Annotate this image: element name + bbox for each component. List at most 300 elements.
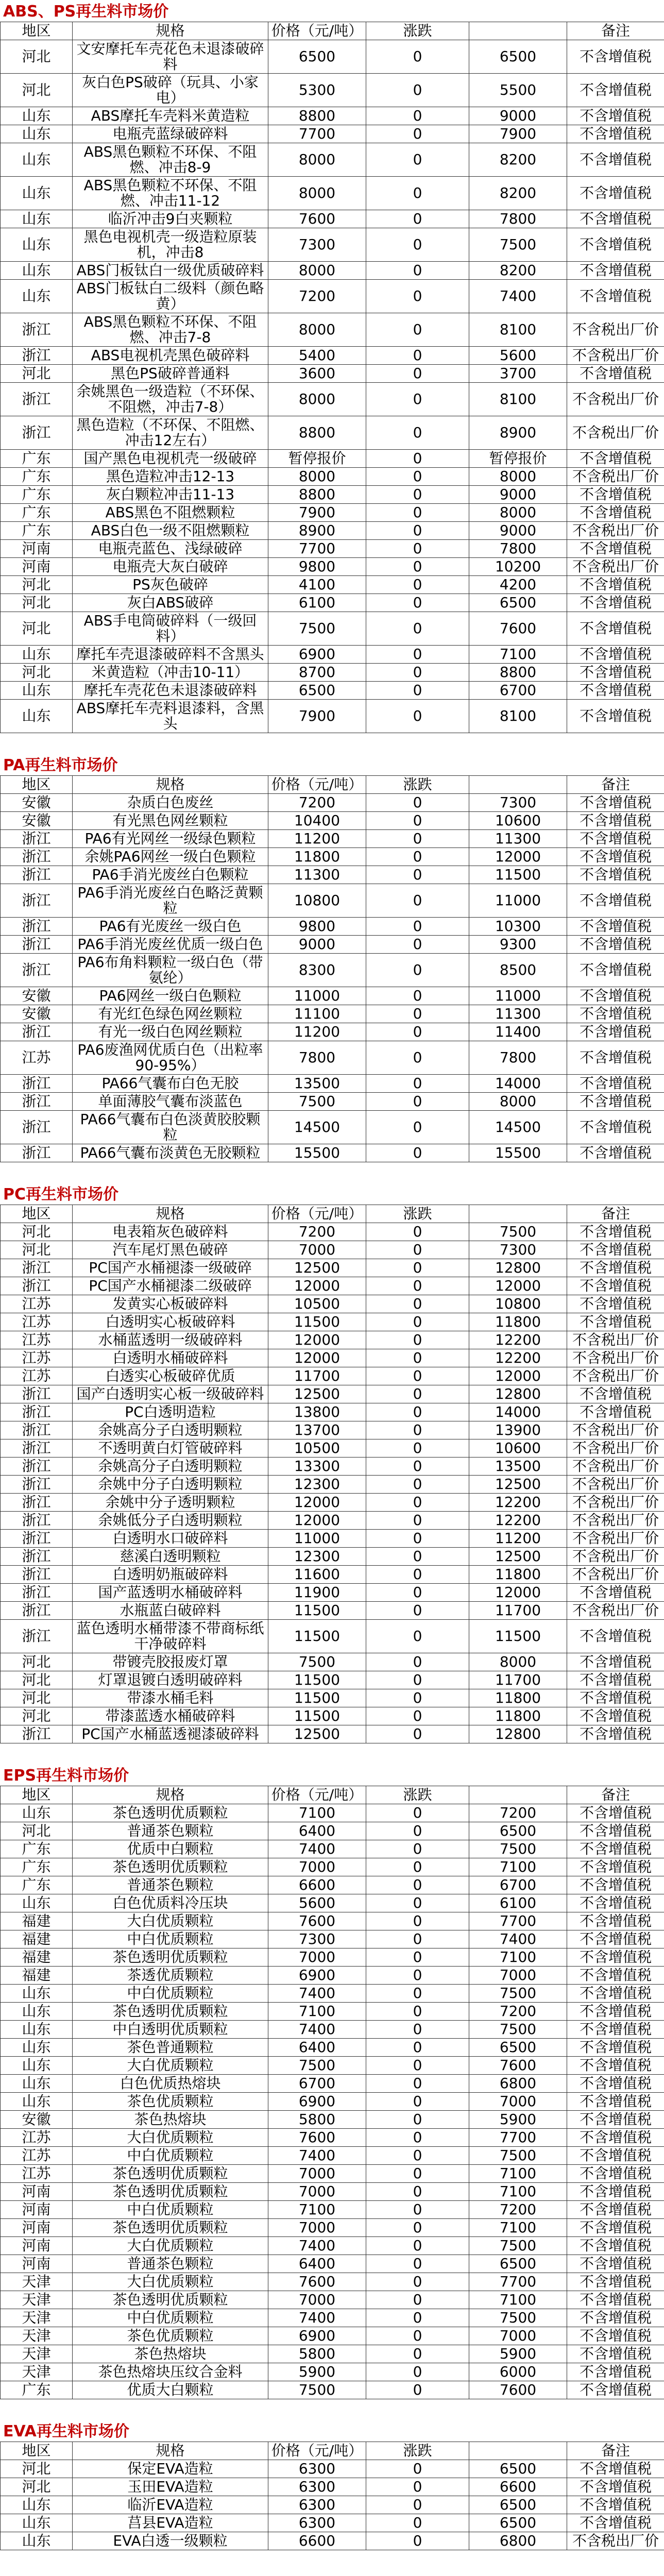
table-cell: 浙江 (1, 918, 73, 936)
column-header: 备注 (567, 1786, 664, 1804)
table-row (1, 1476, 664, 1494)
table-cell: 0 (366, 1548, 469, 1566)
table-cell: ABS黑色颗粒不环保、不阻燃、冲击8-9 (73, 143, 268, 177)
table-cell: 山东 (1, 1804, 73, 1822)
table-cell: 7900 (268, 504, 366, 522)
table-cell: 0 (366, 365, 469, 383)
table-cell: 11500 (268, 1620, 366, 1653)
column-header: 涨跌 (366, 776, 469, 794)
table-cell: 7200 (268, 280, 366, 313)
table-cell: 山东 (1, 2039, 73, 2057)
table-cell: 12200 (469, 1494, 567, 1512)
table-cell: 0 (366, 2039, 469, 2057)
table-row (1, 522, 664, 540)
table-cell: 11000 (268, 1530, 366, 1548)
table-cell: 不含增值税 (567, 1725, 664, 1743)
table-cell: 普通茶色颗粒 (73, 1876, 268, 1894)
table-cell: 茶色透明优质颗粒 (73, 2291, 268, 2309)
table-cell: 8900 (469, 416, 567, 450)
table-cell: 0 (366, 646, 469, 664)
column-header: 价格（元/吨） (268, 1786, 366, 1804)
table-cell: 7200 (268, 794, 366, 812)
table-cell: 大白优质颗粒 (73, 2057, 268, 2075)
table-cell: 0 (366, 1075, 469, 1093)
table-cell: 12800 (469, 1259, 567, 1277)
table-cell: 不含税出厂价 (567, 1494, 664, 1512)
table-cell: 7600 (469, 2057, 567, 2075)
table-cell: 不含增值税 (567, 262, 664, 280)
table-cell: 8000 (268, 383, 366, 416)
table-cell: 不含增值税 (567, 143, 664, 177)
table-cell: 0 (366, 2327, 469, 2345)
table-cell: 15500 (469, 1144, 567, 1162)
table-cell: 浙江 (1, 1494, 73, 1512)
column-header (469, 776, 567, 794)
table-cell: 余姚高分子白透明颗粒 (73, 1458, 268, 1476)
table-row (1, 1876, 664, 1894)
table-cell: 浙江 (1, 1075, 73, 1093)
table-cell: 山东 (1, 1985, 73, 2003)
table-row (1, 1894, 664, 1912)
table-cell: 不含增值税 (567, 612, 664, 646)
column-header: 价格（元/吨） (268, 22, 366, 40)
table-cell: 不含增值税 (567, 954, 664, 987)
table-cell: 浙江 (1, 936, 73, 954)
table-cell: 0 (366, 2201, 469, 2219)
table-row (1, 280, 664, 313)
table-cell: 5900 (268, 2363, 366, 2381)
table-cell: 0 (366, 1707, 469, 1725)
table-cell: 不含增值税 (567, 1277, 664, 1295)
table-cell: 山东 (1, 700, 73, 733)
table-cell: 8100 (469, 313, 567, 347)
table-cell: 6700 (469, 1876, 567, 1894)
table-cell: 天津 (1, 2291, 73, 2309)
table-cell: 7100 (469, 1948, 567, 1967)
table-cell: 浙江 (1, 1548, 73, 1566)
table-row (1, 1530, 664, 1548)
table-cell: 有光黑色网丝颗粒 (73, 812, 268, 830)
table-cell: 余姚低分子白透明颗粒 (73, 1512, 268, 1530)
table-row (1, 848, 664, 866)
table-cell: 7300 (268, 228, 366, 262)
table-cell: 不含增值税 (567, 1967, 664, 1985)
table-row (1, 2057, 664, 2075)
table-row (1, 1912, 664, 1930)
table-cell: 不含税出厂价 (567, 468, 664, 486)
table-cell: 山东 (1, 107, 73, 125)
table-cell: 0 (366, 1313, 469, 1331)
table-row (1, 812, 664, 830)
table-cell: 6100 (469, 1894, 567, 1912)
table-cell: 12000 (469, 1367, 567, 1385)
table-cell: 中白优质颗粒 (73, 2201, 268, 2219)
table-cell: 11000 (469, 987, 567, 1005)
table-cell: 6300 (268, 2514, 366, 2532)
table-cell: 文安摩托车壳花色未退漆破碎料 (73, 40, 268, 74)
table-cell: 0 (366, 486, 469, 504)
table-cell: 汽车尾灯黑色破碎 (73, 1241, 268, 1259)
table-cell: 浙江 (1, 1439, 73, 1458)
table-cell: 0 (366, 2165, 469, 2183)
table-row (1, 1093, 664, 1111)
table-cell: 8200 (469, 143, 567, 177)
table-cell: ABS电视机壳黑色破碎料 (73, 347, 268, 365)
table-cell: 浙江 (1, 1620, 73, 1653)
table-cell: 不含增值税 (567, 74, 664, 107)
table-cell: 有光红色绿色网丝颗粒 (73, 1005, 268, 1023)
table-cell: 0 (366, 1804, 469, 1822)
table-row (1, 1259, 664, 1277)
table-row (1, 1689, 664, 1707)
table-cell: PA6有光网丝一级绿色颗粒 (73, 830, 268, 848)
table-row (1, 143, 664, 177)
section-gap (0, 1162, 664, 1183)
table-row (1, 1005, 664, 1023)
table-cell: 带漆蓝透水桶破碎料 (73, 1707, 268, 1725)
table-cell: 6300 (268, 2460, 366, 2478)
table-cell: 浙江 (1, 1023, 73, 1041)
section-title: PA再生料市场价 (3, 756, 118, 774)
table-cell: 12200 (469, 1512, 567, 1530)
table-cell: 0 (366, 1241, 469, 1259)
table-cell: 6500 (469, 40, 567, 74)
table-cell: 0 (366, 177, 469, 210)
table-row (1, 2111, 664, 2129)
table-cell: 11500 (469, 1620, 567, 1653)
table-cell: 8000 (469, 504, 567, 522)
table-header-row (1, 776, 664, 794)
table-cell: 米黄造粒（冲击10-11） (73, 664, 268, 682)
column-header: 备注 (567, 2442, 664, 2460)
table-row (1, 2237, 664, 2255)
table-cell: 5400 (268, 347, 366, 365)
table-cell: 7000 (268, 2219, 366, 2237)
table-cell: 浙江 (1, 1111, 73, 1144)
table-row (1, 954, 664, 987)
table-cell: 0 (366, 2255, 469, 2273)
table-cell: 河北 (1, 576, 73, 594)
table-cell: 7100 (469, 2219, 567, 2237)
table-cell: 0 (366, 2532, 469, 2550)
table-cell: 不含增值税 (567, 1653, 664, 1671)
table-cell: 安徽 (1, 1005, 73, 1023)
table-cell: 不含增值税 (567, 1671, 664, 1689)
table-cell: ABS黑色不阻燃颗粒 (73, 504, 268, 522)
table-cell: 11800 (469, 1689, 567, 1707)
table-cell: 黑色造粒（不环保、不阻燃、冲击12左右） (73, 416, 268, 450)
table-cell: 9000 (268, 936, 366, 954)
table-row (1, 1403, 664, 1421)
table-cell: 不含增值税 (567, 2514, 664, 2532)
table-row (1, 2165, 664, 2183)
table-cell: 6400 (268, 2039, 366, 2057)
column-header (469, 22, 567, 40)
table-cell: PA66气囊布淡黄色无胶颗粒 (73, 1144, 268, 1162)
table-cell: 11800 (469, 1566, 567, 1584)
table-cell: 江苏 (1, 1313, 73, 1331)
table-row (1, 1313, 664, 1331)
table-cell: 0 (366, 2075, 469, 2093)
table-row (1, 1439, 664, 1458)
table-cell: 11500 (268, 1689, 366, 1707)
table-cell: 12300 (268, 1476, 366, 1494)
table-cell: 中白优质颗粒 (73, 1930, 268, 1948)
table-row (1, 646, 664, 664)
table-cell: 黑色电视机壳一级造粒原装机，冲击8 (73, 228, 268, 262)
table-row (1, 2021, 664, 2039)
table-cell: 广东 (1, 1858, 73, 1876)
table-cell: 广东 (1, 504, 73, 522)
table-cell: 0 (366, 1530, 469, 1548)
table-cell: 0 (366, 1894, 469, 1912)
table-cell: 不含增值税 (567, 1985, 664, 2003)
table-cell: 0 (366, 1277, 469, 1295)
table-header-row (1, 1205, 664, 1223)
table-cell: 8000 (469, 1093, 567, 1111)
table-cell: 12000 (268, 1512, 366, 1530)
table-cell: 0 (366, 313, 469, 347)
table-row (1, 1566, 664, 1584)
table-cell: 11900 (268, 1584, 366, 1602)
table-cell: 0 (366, 228, 469, 262)
table-row (1, 1804, 664, 1822)
table-cell: 7000 (469, 1967, 567, 1985)
table-cell: 不含增值税 (567, 210, 664, 228)
table-cell: 不含增值税 (567, 540, 664, 558)
table-row (1, 486, 664, 504)
table-cell: 暂停报价 (268, 450, 366, 468)
table-row (1, 700, 664, 733)
table-cell: 优质大白颗粒 (73, 2381, 268, 2399)
table-cell: 0 (366, 383, 469, 416)
table-cell: 茶色热熔块 (73, 2345, 268, 2363)
table-row (1, 1385, 664, 1403)
table-cell: 普通茶色颗粒 (73, 2255, 268, 2273)
table-cell: 电瓶壳大灰白破碎 (73, 558, 268, 576)
table-cell: 12000 (268, 1494, 366, 1512)
table-cell: ABS黑色颗粒不环保、不阻燃、冲击11-12 (73, 177, 268, 210)
table-row (1, 2532, 664, 2550)
table-cell: 电瓶壳蓝色、浅绿破碎 (73, 540, 268, 558)
table-cell: 7500 (469, 2237, 567, 2255)
table-row (1, 2514, 664, 2532)
table-row (1, 1967, 664, 1985)
table-cell: 不含税出厂价 (567, 1421, 664, 1439)
table-cell: 不透明黄白灯管破碎料 (73, 1439, 268, 1458)
table-cell: 13700 (268, 1421, 366, 1439)
table-cell: 0 (366, 2496, 469, 2514)
table-cell: 灰白颗粒冲击11-13 (73, 486, 268, 504)
table-cell: 不含增值税 (567, 1259, 664, 1277)
table-cell: 11700 (268, 1367, 366, 1385)
table-cell: 0 (366, 1494, 469, 1512)
table-cell: 8200 (469, 177, 567, 210)
table-cell: 7700 (469, 1912, 567, 1930)
table-cell: 11500 (268, 1707, 366, 1725)
table-cell: 6500 (469, 2514, 567, 2532)
table-cell: 杂质白色废丝 (73, 794, 268, 812)
table-cell: 河北 (1, 1653, 73, 1671)
table-cell: 不含增值税 (567, 866, 664, 884)
table-row (1, 313, 664, 347)
table-cell: 12000 (469, 848, 567, 866)
table-row (1, 2363, 664, 2381)
table-cell: 天津 (1, 2309, 73, 2327)
table-cell: 7500 (268, 2057, 366, 2075)
table-cell: 11800 (469, 1707, 567, 1725)
table-cell: 13500 (268, 1075, 366, 1093)
table-cell: PA6手消光废丝优质一级白色 (73, 936, 268, 954)
table-cell: PA6废渔网优质白色（出粒率90-95%） (73, 1041, 268, 1075)
table-cell: 河北 (1, 2460, 73, 2478)
table-cell: 7500 (268, 1093, 366, 1111)
table-cell: 12000 (469, 1584, 567, 1602)
table-row (1, 2345, 664, 2363)
table-cell: 5500 (469, 74, 567, 107)
table-cell: 不含增值税 (567, 1111, 664, 1144)
table-row (1, 1367, 664, 1385)
table-cell: 莒县EVA造粒 (73, 2514, 268, 2532)
table-cell: 0 (366, 2129, 469, 2147)
table-cell: 优质中白颗粒 (73, 1840, 268, 1858)
table-cell: 0 (366, 1822, 469, 1840)
table-row (1, 2496, 664, 2514)
table-cell: 白透明水桶破碎料 (73, 1349, 268, 1367)
table-cell: 不含税出厂价 (567, 347, 664, 365)
table-cell: 7200 (268, 1223, 366, 1241)
table-cell: 0 (366, 1671, 469, 1689)
table-cell: 11200 (469, 1530, 567, 1548)
table-cell: 11000 (469, 884, 567, 918)
table-cell: 13300 (268, 1458, 366, 1476)
table-row (1, 383, 664, 416)
table-cell: PC国产水桶蓝透褪漆破碎料 (73, 1725, 268, 1743)
table-cell: 7300 (469, 1241, 567, 1259)
table-cell: 天津 (1, 2363, 73, 2381)
table-row (1, 125, 664, 143)
table-cell: 6500 (469, 2255, 567, 2273)
table-cell: 8000 (268, 143, 366, 177)
table-row (1, 1671, 664, 1689)
table-cell: 不含增值税 (567, 884, 664, 918)
table-cell: 安徽 (1, 794, 73, 812)
column-header: 规格 (73, 776, 268, 794)
table-cell: 0 (366, 954, 469, 987)
table-cell: 7800 (268, 1041, 366, 1075)
table-cell: 13500 (469, 1458, 567, 1476)
column-header: 备注 (567, 776, 664, 794)
table-row (1, 2327, 664, 2345)
table-cell: 浙江 (1, 347, 73, 365)
table-cell: 天津 (1, 2327, 73, 2345)
table-cell: 浙江 (1, 1602, 73, 1620)
table-row (1, 936, 664, 954)
table-cell: 浙江 (1, 1421, 73, 1439)
table-cell: 浙江 (1, 1476, 73, 1494)
table-cell: 不含增值税 (567, 2460, 664, 2478)
table-cell: 0 (366, 143, 469, 177)
table-cell: 0 (366, 280, 469, 313)
table-cell: ABS摩托车壳料退漆料，含黑头 (73, 700, 268, 733)
table-cell: 不含增值税 (567, 2255, 664, 2273)
table-cell: 白色优质热熔块 (73, 2075, 268, 2093)
table-row (1, 540, 664, 558)
table-cell: 9300 (469, 936, 567, 954)
table-cell: 浙江 (1, 416, 73, 450)
table-row (1, 504, 664, 522)
table-cell: 中白透明优质颗粒 (73, 2021, 268, 2039)
table-cell: 浙江 (1, 1530, 73, 1548)
column-header: 涨跌 (366, 1786, 469, 1804)
table-cell: 福建 (1, 1967, 73, 1985)
table-cell: 不含税出厂价 (567, 1566, 664, 1584)
table-cell: 11000 (268, 987, 366, 1005)
table-cell: 0 (366, 1385, 469, 1403)
table-cell: 0 (366, 830, 469, 848)
table-cell: 9800 (268, 918, 366, 936)
table-cell: 暂停报价 (469, 450, 567, 468)
table-cell: 7600 (268, 2129, 366, 2147)
table-cell: 7400 (268, 1840, 366, 1858)
table-cell: 8700 (268, 664, 366, 682)
table-cell: 7100 (268, 2003, 366, 2021)
table-cell: 安徽 (1, 987, 73, 1005)
table-cell: 不含增值税 (567, 936, 664, 954)
table-cell: 浙江 (1, 1259, 73, 1277)
table-cell: 0 (366, 558, 469, 576)
table-cell: 河北 (1, 1241, 73, 1259)
table-cell: 山东 (1, 143, 73, 177)
table-cell: 带漆水桶毛料 (73, 1689, 268, 1707)
table-cell: 7700 (268, 125, 366, 143)
table-cell: 7000 (268, 1948, 366, 1967)
table-cell: 6900 (268, 646, 366, 664)
table-row (1, 918, 664, 936)
table-cell: 6500 (268, 40, 366, 74)
table-cell: 不含增值税 (567, 2345, 664, 2363)
table-cell: 14500 (268, 1111, 366, 1144)
table-cell: 福建 (1, 1912, 73, 1930)
table-cell: 不含增值税 (567, 1223, 664, 1241)
table-cell: 浙江 (1, 1144, 73, 1162)
table-cell: 10500 (268, 1439, 366, 1458)
table-cell: 不含增值税 (567, 2183, 664, 2201)
table-cell: 11800 (469, 1313, 567, 1331)
table-row (1, 2129, 664, 2147)
column-header: 规格 (73, 22, 268, 40)
table-cell: 11500 (268, 1671, 366, 1689)
table-cell: 7500 (469, 228, 567, 262)
table-cell: 0 (366, 2111, 469, 2129)
table-cell: 0 (366, 612, 469, 646)
table-cell: 12800 (469, 1725, 567, 1743)
table-cell: 11100 (268, 1005, 366, 1023)
section-gap (0, 1743, 664, 1764)
table-cell: 7400 (268, 2021, 366, 2039)
table-cell: 0 (366, 2363, 469, 2381)
table-cell: 0 (366, 1041, 469, 1075)
table-cell: 0 (366, 884, 469, 918)
table-cell: 11600 (268, 1566, 366, 1584)
table-cell: 不含增值税 (567, 1689, 664, 1707)
table-cell: 6600 (469, 2478, 567, 2496)
table-cell: 广东 (1, 522, 73, 540)
table-cell: 4100 (268, 576, 366, 594)
table-cell: 江苏 (1, 2165, 73, 2183)
table-row (1, 1241, 664, 1259)
table-cell: 7500 (268, 2381, 366, 2399)
